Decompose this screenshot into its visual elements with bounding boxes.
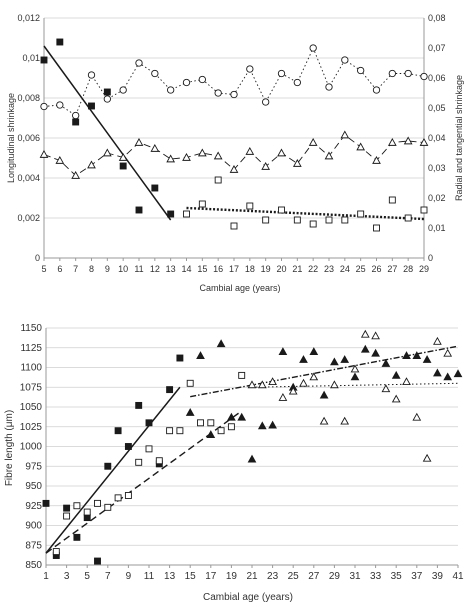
chart1-ylabel: Longitudinal shrinkage [6, 92, 16, 184]
data-point-open-square [199, 201, 205, 207]
y-tick-label: 1075 [19, 382, 42, 394]
data-point-open-square [239, 372, 245, 378]
data-point-filled-triangle [331, 358, 338, 364]
y2-tick-label: 0,03 [428, 163, 446, 173]
data-point-filled-triangle [454, 370, 461, 376]
shrinkage-chart [6, 13, 464, 293]
data-point-filled-square [152, 185, 158, 191]
data-point-filled-square [136, 402, 142, 408]
data-point-open-square [374, 225, 380, 231]
x-tick-label: 37 [411, 571, 423, 582]
x-tick-label: 13 [164, 571, 176, 582]
y2-tick-label: 0,05 [428, 103, 446, 113]
y2-tick-label: 0,08 [428, 13, 446, 23]
y-tick-label: 0,01 [22, 53, 40, 63]
data-point-open-triangle [444, 350, 451, 356]
data-point-open-square [177, 428, 183, 434]
data-point-open-square [184, 211, 190, 217]
data-point-open-circle [389, 70, 395, 76]
data-point-filled-square [95, 558, 101, 564]
data-point-filled-triangle [424, 356, 431, 362]
x-tick-label: 10 [118, 264, 129, 274]
data-point-open-triangle [389, 139, 396, 145]
x-tick-label: 16 [213, 264, 224, 274]
data-point-open-square [84, 509, 90, 515]
data-point-open-square [95, 500, 101, 506]
y-tick-label: 0 [34, 253, 40, 263]
data-point-filled-triangle [321, 392, 328, 398]
data-point-filled-triangle [197, 352, 204, 358]
data-point-filled-triangle [341, 356, 348, 362]
x-tick-label: 17 [205, 571, 217, 582]
data-point-filled-square [115, 428, 121, 434]
x-tick-label: 41 [452, 571, 464, 582]
x-tick-label: 27 [387, 264, 398, 274]
data-point-open-square [208, 420, 214, 426]
x-tick-label: 8 [88, 264, 95, 274]
data-point-open-circle [421, 73, 427, 79]
data-point-open-triangle [424, 455, 431, 461]
data-point-open-circle [215, 90, 221, 96]
data-point-open-square [279, 207, 285, 213]
data-point-filled-triangle [372, 350, 379, 356]
data-point-open-triangle [357, 143, 364, 149]
data-point-open-square [167, 428, 173, 434]
data-point-open-square [53, 549, 59, 555]
data-point-filled-triangle [310, 348, 317, 354]
fibre-length-chart [4, 323, 464, 603]
data-point-open-circle [72, 112, 78, 118]
x-tick-label: 5 [41, 264, 47, 274]
x-tick-label: 22 [308, 264, 319, 274]
data-point-open-square [146, 446, 152, 452]
y-tick-label: 1050 [19, 402, 42, 413]
x-tick-label: 5 [84, 571, 90, 582]
data-point-filled-square [146, 420, 152, 426]
data-point-filled-triangle [187, 409, 194, 415]
data-point-open-triangle [331, 381, 338, 387]
chart1-y2label: Radial and tangential shrinkage [454, 74, 464, 202]
x-tick-label: 23 [323, 264, 335, 274]
data-point-open-triangle [248, 381, 255, 387]
data-point-open-circle [167, 87, 173, 93]
data-point-open-circle [120, 87, 126, 93]
y-tick-label: 1025 [19, 421, 42, 433]
fit-line-thick-dotted [187, 208, 425, 219]
y2-tick-label: 0,04 [428, 133, 446, 143]
data-point-filled-square [74, 534, 80, 540]
data-point-open-triangle [321, 418, 328, 424]
data-point-open-triangle [310, 139, 317, 145]
data-point-open-circle [405, 70, 411, 76]
fit-line-solid [46, 387, 180, 553]
data-point-filled-triangle [300, 356, 307, 362]
x-tick-label: 25 [355, 264, 366, 274]
data-point-filled-square [120, 163, 126, 169]
data-point-filled-triangle [218, 340, 225, 346]
x-tick-label: 6 [57, 264, 63, 274]
data-point-open-square [247, 203, 253, 209]
x-tick-label: 35 [390, 571, 402, 582]
data-point-open-square [294, 217, 300, 223]
data-point-open-triangle [88, 161, 95, 167]
y-tick-label: 1125 [20, 342, 42, 354]
y2-tick-label: 0,01 [428, 223, 446, 233]
x-tick-label: 11 [134, 264, 144, 274]
data-point-open-circle [294, 79, 300, 85]
x-tick-label: 26 [371, 264, 382, 274]
data-point-open-square [105, 504, 111, 510]
data-point-filled-square [168, 211, 174, 217]
data-point-open-triangle [104, 149, 111, 155]
x-tick-label: 1 [43, 571, 49, 582]
data-point-open-circle [310, 45, 316, 51]
x-tick-label: 14 [181, 264, 192, 274]
data-point-filled-square [167, 387, 173, 393]
data-point-open-triangle [56, 157, 63, 163]
data-point-open-circle [88, 72, 94, 78]
y-tick-label: 975 [25, 461, 42, 473]
x-tick-label: 19 [225, 571, 237, 582]
data-point-open-circle [57, 102, 63, 108]
data-point-filled-square [105, 463, 111, 469]
data-point-open-circle [136, 60, 142, 66]
data-point-filled-triangle [259, 422, 266, 428]
data-point-filled-square [104, 89, 110, 95]
x-tick-label: 39 [431, 571, 443, 582]
x-tick-label: 15 [197, 264, 208, 274]
data-point-filled-triangle [351, 373, 358, 379]
data-point-open-circle [278, 70, 284, 76]
data-point-filled-square [125, 444, 131, 450]
data-point-open-square [136, 459, 142, 465]
x-tick-label: 3 [63, 571, 70, 582]
data-point-filled-square [177, 355, 183, 361]
data-point-open-square [326, 217, 332, 223]
data-point-open-square [342, 217, 348, 223]
data-point-filled-triangle [362, 346, 369, 352]
x-tick-label: 21 [292, 264, 303, 274]
data-point-filled-triangle [269, 422, 276, 428]
data-point-open-square [263, 217, 269, 223]
y-tick-label: 0,004 [17, 173, 40, 183]
x-tick-label: 24 [339, 264, 350, 274]
data-point-open-square [198, 420, 204, 426]
data-point-open-square [421, 207, 427, 213]
data-point-filled-triangle [279, 348, 286, 354]
data-point-filled-triangle [207, 431, 214, 437]
x-tick-label: 27 [308, 571, 320, 582]
data-point-open-triangle [403, 378, 410, 384]
chart1-xlabel: Cambial age (years) [199, 283, 281, 293]
data-point-open-circle [199, 76, 205, 82]
data-point-open-square [389, 197, 395, 203]
data-point-open-triangle [362, 331, 369, 337]
data-point-open-triangle [434, 338, 441, 344]
x-tick-label: 12 [149, 264, 160, 274]
data-point-open-circle [342, 57, 348, 63]
data-point-filled-square [136, 207, 142, 213]
y2-tick-label: 0 [428, 253, 434, 263]
data-point-open-triangle [382, 385, 389, 391]
x-tick-label: 20 [276, 264, 287, 274]
data-point-open-square [358, 211, 364, 217]
data-point-open-triangle [199, 149, 206, 155]
data-point-filled-triangle [393, 372, 400, 378]
y-tick-label: 0,012 [17, 13, 40, 23]
y-tick-label: 1150 [20, 323, 42, 334]
data-point-open-triangle [215, 152, 222, 158]
chart2-ylabel: Fibre length (μm) [4, 409, 15, 487]
data-point-open-circle [247, 66, 253, 72]
x-tick-label: 7 [73, 264, 79, 274]
data-point-open-triangle [279, 394, 286, 400]
data-point-open-square [215, 177, 221, 183]
x-tick-label: 11 [143, 571, 155, 582]
data-point-open-triangle [259, 381, 266, 387]
data-point-filled-triangle [248, 456, 255, 462]
data-point-filled-triangle [434, 369, 441, 375]
x-tick-label: 18 [244, 264, 255, 274]
x-tick-label: 9 [104, 264, 110, 274]
data-point-open-square [231, 223, 237, 229]
y-tick-label: 950 [25, 481, 42, 492]
x-tick-label: 15 [184, 571, 196, 582]
data-point-open-circle [231, 91, 237, 97]
data-point-open-square [187, 380, 193, 386]
data-point-open-triangle [40, 151, 47, 157]
data-point-open-square [228, 424, 234, 430]
chart2-xlabel: Cambial age (years) [202, 592, 294, 603]
y-tick-label: 850 [25, 560, 42, 571]
data-point-open-circle [373, 87, 379, 93]
data-point-open-triangle [393, 396, 400, 402]
y2-tick-label: 0,06 [428, 73, 446, 83]
data-point-open-circle [41, 103, 47, 109]
x-tick-label: 19 [260, 264, 271, 274]
data-point-open-triangle [341, 418, 348, 424]
data-point-filled-square [89, 103, 95, 109]
data-point-filled-triangle [444, 373, 451, 379]
data-point-open-triangle [300, 380, 307, 386]
y-tick-label: 1100 [20, 362, 42, 374]
x-tick-label: 17 [228, 264, 240, 274]
data-point-open-triangle [413, 414, 420, 420]
data-point-filled-triangle [238, 414, 245, 420]
data-point-open-circle [357, 67, 363, 73]
data-point-open-square [156, 458, 162, 464]
data-point-open-circle [104, 96, 110, 102]
data-point-open-circle [152, 70, 158, 76]
fit-line-dotted [252, 383, 458, 387]
data-point-open-triangle [278, 149, 285, 155]
data-point-filled-square [43, 500, 49, 506]
x-tick-label: 28 [403, 264, 414, 274]
data-point-open-triangle [151, 145, 158, 151]
data-point-open-square [115, 495, 121, 501]
x-tick-label: 7 [105, 571, 111, 582]
x-tick-label: 21 [246, 571, 258, 582]
x-tick-label: 31 [349, 571, 361, 582]
data-point-open-square [64, 513, 70, 519]
x-tick-label: 29 [328, 571, 340, 582]
data-point-open-triangle [135, 139, 142, 145]
y-tick-label: 1000 [19, 441, 42, 453]
data-point-filled-square [41, 57, 47, 63]
x-tick-label: 9 [125, 571, 132, 582]
data-point-open-square [405, 215, 411, 221]
y-tick-label: 900 [25, 520, 42, 532]
x-tick-label: 25 [287, 571, 299, 582]
data-point-open-square [310, 221, 316, 227]
y-tick-label: 875 [25, 540, 42, 552]
y-tick-label: 0,008 [17, 93, 40, 103]
data-point-filled-square [57, 39, 63, 45]
data-point-open-square [125, 492, 131, 498]
data-point-open-circle [262, 99, 268, 105]
data-point-filled-square [73, 119, 79, 125]
x-tick-label: 33 [370, 571, 382, 582]
data-point-open-triangle [246, 148, 253, 154]
y-tick-label: 0,002 [17, 213, 40, 223]
x-tick-label: 23 [267, 571, 279, 582]
data-point-open-triangle [341, 131, 348, 137]
x-tick-label: 13 [165, 264, 176, 274]
data-point-open-circle [326, 84, 332, 90]
data-point-filled-square [64, 505, 70, 511]
y2-tick-label: 0,02 [428, 193, 446, 203]
data-point-open-triangle [372, 332, 379, 338]
data-point-open-square [74, 503, 80, 509]
x-tick-label: 29 [418, 264, 430, 274]
y-tick-label: 925 [25, 500, 42, 512]
data-point-open-square [218, 428, 224, 434]
y-tick-label: 0,006 [17, 133, 40, 143]
y2-tick-label: 0,07 [428, 43, 446, 53]
data-point-open-circle [183, 79, 189, 85]
